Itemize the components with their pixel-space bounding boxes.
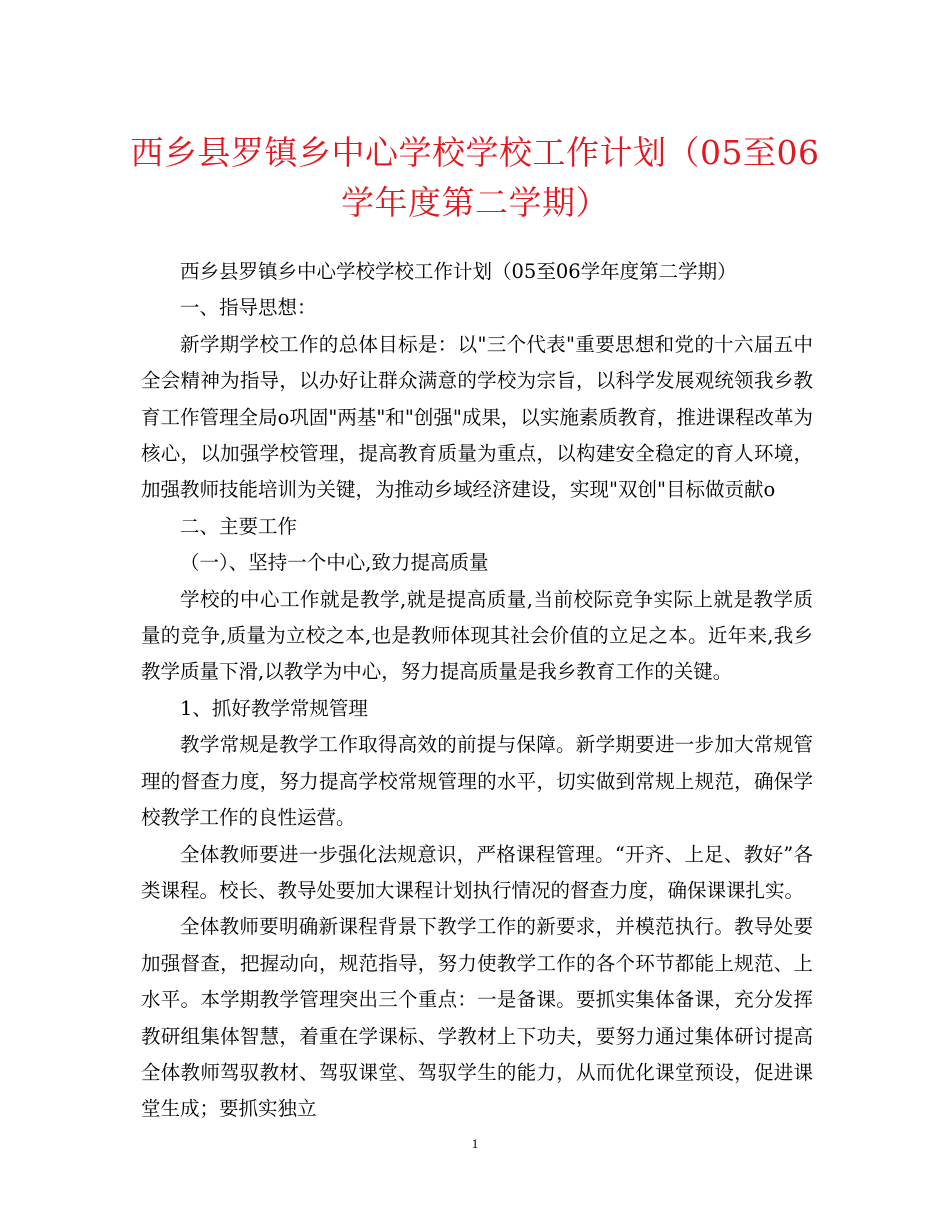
paragraph-curriculum-management: 全体教师要进一步强化法规意识，严格课程管理。“开齐、上足、教好”各类课程。校长、教导处要加大课程计划执行情况的督查力度，确保课课扎实。 [141,842,813,902]
section-heading-guiding-thought: 一、指导思想： [180,296,317,320]
paragraph-new-curriculum: 全体教师要明确新课程背景下教学工作的新要求，并模范执行。教导处要加强督查，把握动向，规范指导，努力使教学工作的各个环节都能上规范、上水平。本学期教学管理突出三个重点：一是备课。要抓实集体备课，充分发挥教研组集体智慧，着重在学课标、学教材上下功夫，要努力通过集体研讨提高全体教师驾驭教材、驾驭课堂、驾驭学生的能力，从而优化课堂预设，促进课堂生成；要抓实独立 [141,915,813,1121]
item-heading-routine-management: 1、抓好教学常规管理 [180,696,368,720]
paragraph-teaching-center: 学校的中心工作就是教学,就是提高质量,当前校际竞争实际上就是教学质量的竞争,质量为立校之本,也是教师体现其社会价值的立足之本。近年来,我乡教学质量下滑,以教学为中心，努力提高质量是我乡教育工作的关键。 [141,587,813,684]
paragraph-heading-repeat: 西乡县罗镇乡中心学校学校工作计划（05至06学年度第二学期） [180,260,737,283]
paragraph-routine-guarantee: 教学常规是教学工作取得高效的前提与保障。新学期要进一步加大常规管理的督查力度，努力提高学校常规管理的水平，切实做到常规上规范，确保学校教学工作的良性运营。 [141,733,813,830]
section-heading-main-work: 二、主要工作 [180,514,298,538]
paragraph-overall-goal: 新学期学校工作的总体目标是：以"三个代表"重要思想和党的十六届五中全会精神为指导，以办好让群众满意的学校为宗旨，以科学发展观统领我乡教育工作管理全局o巩固"两基"和"创强"成果，以实施素质教育，推进课程改革为核心，以加强学校管理，提高教育质量为重点，以构建安全稳定的育人环境，加强教师技能培训为关键，为推动乡域经济建设，实现"双创"目标做贡献o [141,332,813,502]
document-body [141,254,813,1128]
page-number: 1 [471,1136,479,1151]
subsection-heading-quality: （一）、坚持一个中心,致力提高质量 [180,551,489,575]
document-title: 西乡县罗镇乡中心学校学校工作计划（05至06学年度第二学期） [130,133,820,222]
